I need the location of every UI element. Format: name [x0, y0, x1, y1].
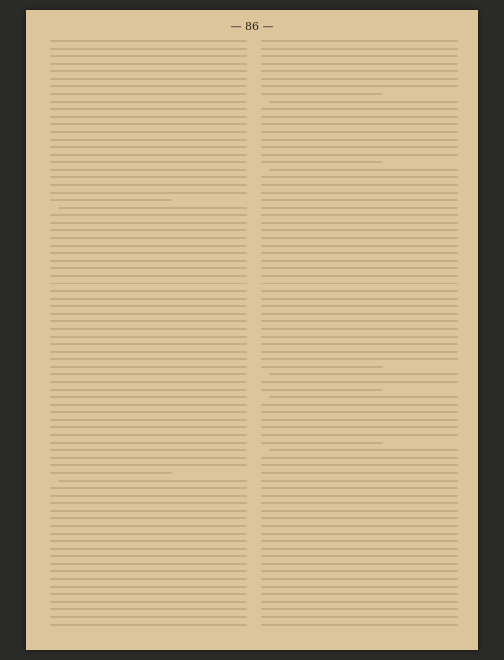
text-line-placeholder [50, 533, 247, 535]
text-line-placeholder [50, 245, 247, 247]
text-line-placeholder [261, 298, 458, 300]
text-line-placeholder [50, 555, 247, 557]
text-line-placeholder [261, 275, 458, 277]
text-line-placeholder [50, 343, 247, 345]
text-line-placeholder [50, 442, 247, 444]
text-line-placeholder [261, 426, 458, 428]
text-line-placeholder [50, 184, 247, 186]
text-line-placeholder [261, 578, 458, 580]
right-column [261, 40, 458, 626]
text-line-placeholder [261, 48, 458, 50]
text-line-placeholder [50, 40, 247, 42]
text-line-placeholder [50, 449, 247, 451]
text-line-placeholder [58, 207, 247, 209]
text-line-placeholder [261, 108, 458, 110]
text-line-placeholder [261, 55, 458, 57]
text-line-placeholder [50, 85, 247, 87]
text-line-placeholder [50, 389, 247, 391]
text-line-placeholder [50, 419, 247, 421]
text-line-placeholder [261, 358, 458, 360]
text-line-placeholder [50, 222, 247, 224]
text-line-placeholder [261, 419, 458, 421]
text-line-placeholder [261, 366, 383, 368]
text-line-placeholder [261, 517, 458, 519]
text-line-placeholder [261, 525, 458, 527]
text-line-placeholder [50, 510, 247, 512]
text-line-placeholder [50, 108, 247, 110]
text-line-placeholder [50, 252, 247, 254]
text-line-placeholder [261, 608, 458, 610]
text-line-placeholder [50, 131, 247, 133]
text-line-placeholder [261, 601, 458, 603]
text-line-placeholder [50, 593, 247, 595]
text-line-placeholder [261, 616, 458, 618]
text-line-placeholder [50, 624, 247, 626]
text-line-placeholder [261, 540, 458, 542]
text-line-placeholder [261, 283, 458, 285]
text-line-placeholder [261, 555, 458, 557]
text-line-placeholder [50, 169, 247, 171]
text-line-placeholder [50, 586, 247, 588]
text-line-placeholder [261, 123, 458, 125]
text-line-placeholder [50, 608, 247, 610]
text-line-placeholder [261, 593, 458, 595]
text-line-placeholder [261, 336, 458, 338]
text-line-placeholder [50, 63, 247, 65]
text-line-placeholder [261, 305, 458, 307]
text-line-placeholder [50, 320, 247, 322]
text-line-placeholder [261, 586, 458, 588]
text-line-placeholder [261, 351, 458, 353]
text-line-placeholder [261, 214, 458, 216]
text-line-placeholder [50, 616, 247, 618]
text-line-placeholder [50, 426, 247, 428]
text-line-placeholder [261, 510, 458, 512]
text-line-placeholder [50, 411, 247, 413]
text-line-placeholder [50, 146, 247, 148]
text-line-placeholder [261, 434, 458, 436]
book-page [26, 10, 478, 650]
text-line-placeholder [50, 517, 247, 519]
text-line-placeholder [269, 101, 458, 103]
text-line-placeholder [50, 373, 247, 375]
text-line-placeholder [261, 78, 458, 80]
text-line-placeholder [261, 442, 383, 444]
text-line-placeholder [261, 252, 458, 254]
text-line-placeholder [261, 404, 458, 406]
text-line-placeholder [261, 411, 458, 413]
text-line-placeholder [261, 563, 458, 565]
text-line-placeholder [50, 214, 247, 216]
text-line-placeholder [261, 313, 458, 315]
text-line-placeholder [50, 305, 247, 307]
text-line-placeholder [261, 472, 458, 474]
text-line-placeholder [50, 101, 247, 103]
text-line-placeholder [261, 389, 383, 391]
text-line-placeholder [50, 267, 247, 269]
text-line-placeholder [50, 283, 247, 285]
text-line-placeholder [50, 290, 247, 292]
text-line-placeholder [261, 146, 458, 148]
text-line-placeholder [261, 328, 458, 330]
text-line-placeholder [261, 237, 458, 239]
text-line-placeholder [261, 222, 458, 224]
text-line-placeholder [50, 487, 247, 489]
text-line-placeholder [261, 85, 458, 87]
text-line-placeholder [50, 464, 247, 466]
text-line-placeholder [261, 207, 458, 209]
text-line-placeholder [261, 624, 458, 626]
text-line-placeholder [269, 396, 458, 398]
text-line-placeholder [50, 472, 172, 474]
text-line-placeholder [50, 70, 247, 72]
text-line-placeholder [50, 336, 247, 338]
text-line-placeholder [261, 381, 458, 383]
text-line-placeholder [50, 139, 247, 141]
text-line-placeholder [261, 570, 458, 572]
text-line-placeholder [50, 381, 247, 383]
text-line-placeholder [261, 139, 458, 141]
text-line-placeholder [261, 192, 458, 194]
text-line-placeholder [50, 328, 247, 330]
text-line-placeholder [50, 548, 247, 550]
text-line-placeholder [261, 93, 383, 95]
text-line-placeholder [261, 480, 458, 482]
text-line-placeholder [50, 434, 247, 436]
text-line-placeholder [50, 275, 247, 277]
text-line-placeholder [261, 229, 458, 231]
text-line-placeholder [261, 116, 458, 118]
text-line-placeholder [261, 176, 458, 178]
text-line-placeholder [50, 161, 247, 163]
text-line-placeholder [261, 548, 458, 550]
text-line-placeholder [261, 320, 458, 322]
text-line-placeholder [261, 245, 458, 247]
text-line-placeholder [50, 48, 247, 50]
text-line-placeholder [50, 192, 247, 194]
text-line-placeholder [261, 40, 458, 42]
text-line-placeholder [261, 199, 458, 201]
text-line-placeholder [50, 396, 247, 398]
text-line-placeholder [50, 502, 247, 504]
text-line-placeholder [50, 237, 247, 239]
text-line-placeholder [261, 63, 458, 65]
page-number: — 86 — [230, 20, 274, 33]
text-line-placeholder [50, 78, 247, 80]
text-line-placeholder [50, 525, 247, 527]
text-line-placeholder [261, 131, 458, 133]
text-line-placeholder [261, 290, 458, 292]
text-line-placeholder [50, 601, 247, 603]
text-line-placeholder [261, 161, 383, 163]
text-line-placeholder [50, 351, 247, 353]
text-line-placeholder [50, 123, 247, 125]
text-line-placeholder [261, 464, 458, 466]
text-line-placeholder [50, 366, 247, 368]
text-line-placeholder [50, 55, 247, 57]
text-line-placeholder [269, 373, 458, 375]
text-line-placeholder [50, 229, 247, 231]
text-line-placeholder [50, 495, 247, 497]
text-line-placeholder [261, 502, 458, 504]
text-line-placeholder [261, 533, 458, 535]
text-line-placeholder [50, 540, 247, 542]
text-line-placeholder [58, 480, 247, 482]
text-line-placeholder [261, 184, 458, 186]
text-line-placeholder [50, 116, 247, 118]
text-columns [50, 40, 458, 626]
text-line-placeholder [50, 176, 247, 178]
text-line-placeholder [50, 93, 247, 95]
text-line-placeholder [261, 495, 458, 497]
text-line-placeholder [261, 267, 458, 269]
text-line-placeholder [50, 457, 247, 459]
text-line-placeholder [50, 404, 247, 406]
text-line-placeholder [50, 154, 247, 156]
text-line-placeholder [261, 343, 458, 345]
text-line-placeholder [50, 260, 247, 262]
text-line-placeholder [50, 578, 247, 580]
text-line-placeholder [261, 457, 458, 459]
text-line-placeholder [261, 260, 458, 262]
text-line-placeholder [50, 570, 247, 572]
text-line-placeholder [261, 70, 458, 72]
text-line-placeholder [261, 487, 458, 489]
text-line-placeholder [50, 313, 247, 315]
text-line-placeholder [261, 154, 458, 156]
text-line-placeholder [50, 298, 247, 300]
text-line-placeholder [269, 449, 458, 451]
text-line-placeholder [269, 169, 458, 171]
text-line-placeholder [50, 199, 172, 201]
text-line-placeholder [50, 358, 247, 360]
left-column [50, 40, 247, 626]
text-line-placeholder [50, 563, 247, 565]
